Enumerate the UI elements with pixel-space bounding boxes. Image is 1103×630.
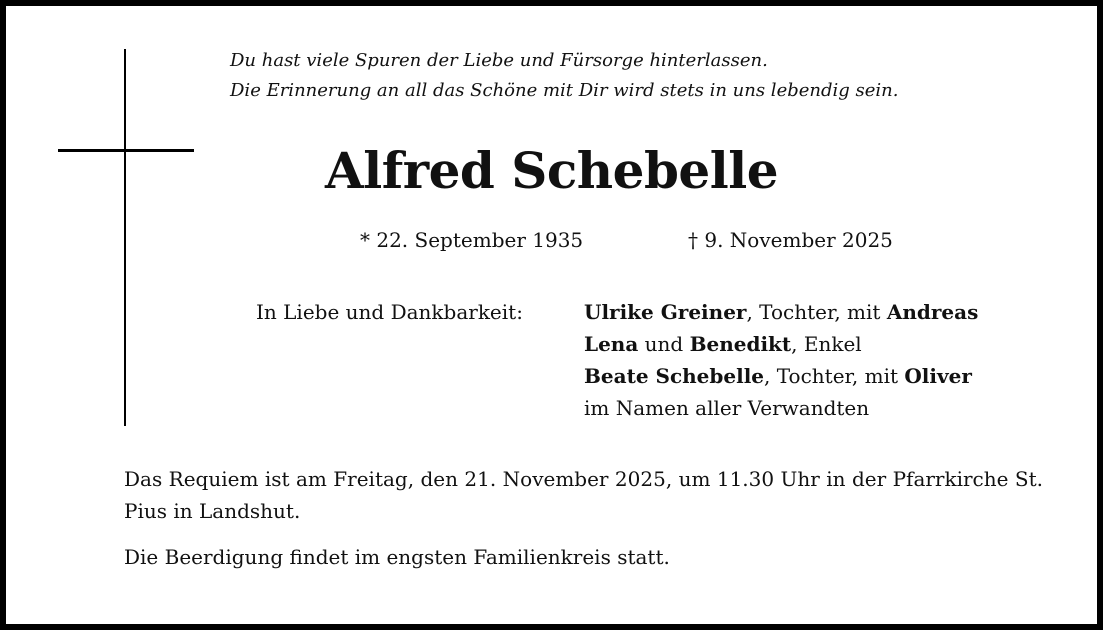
signers-list (584, 296, 978, 424)
signer-name: Benedikt (689, 332, 792, 356)
signer-name: Ulrike Greiner (584, 300, 747, 324)
signer-relation: , Tochter, mit (764, 364, 905, 388)
signer-line-3 (584, 360, 978, 392)
verse-line-1: Du hast viele Spuren der Liebe und Fürsorge hinterlassen. (230, 50, 768, 71)
birth-date: * 22. September 1935 (360, 228, 584, 252)
signer-name: Lena (584, 332, 639, 356)
thanks-label: In Liebe und Dankbarkeit: (256, 300, 523, 324)
signer-conjunction: und (638, 332, 690, 356)
memorial-verse (230, 46, 1090, 106)
verse-line-2: Die Erinnerung an all das Schöne mit Dir wird stets in uns lebendig sein. (230, 80, 899, 101)
cross-icon-vertical (124, 49, 126, 426)
requiem-info: Das Requiem ist am Freitag, den 21. November 2025, um 11.30 Uhr in der Pfarrkirche St. Pius in Landshut. (124, 467, 1043, 523)
signer-name: Andreas (886, 300, 979, 324)
signer-line-4: im Namen aller Verwandten (584, 396, 870, 420)
signer-relation: , Tochter, mit (746, 300, 887, 324)
signer-line-1 (584, 296, 978, 328)
signer-line-2 (584, 328, 978, 360)
signer-name: Beate Schebelle (584, 364, 765, 388)
deceased-name: Alfred Schebelle (324, 141, 779, 200)
signer-name: Oliver (904, 364, 972, 388)
signer-relation: , Enkel (791, 332, 862, 356)
burial-info: Die Beerdigung findet im engsten Familienkreis statt. (124, 545, 670, 569)
death-date: † 9. November 2025 (688, 228, 893, 252)
